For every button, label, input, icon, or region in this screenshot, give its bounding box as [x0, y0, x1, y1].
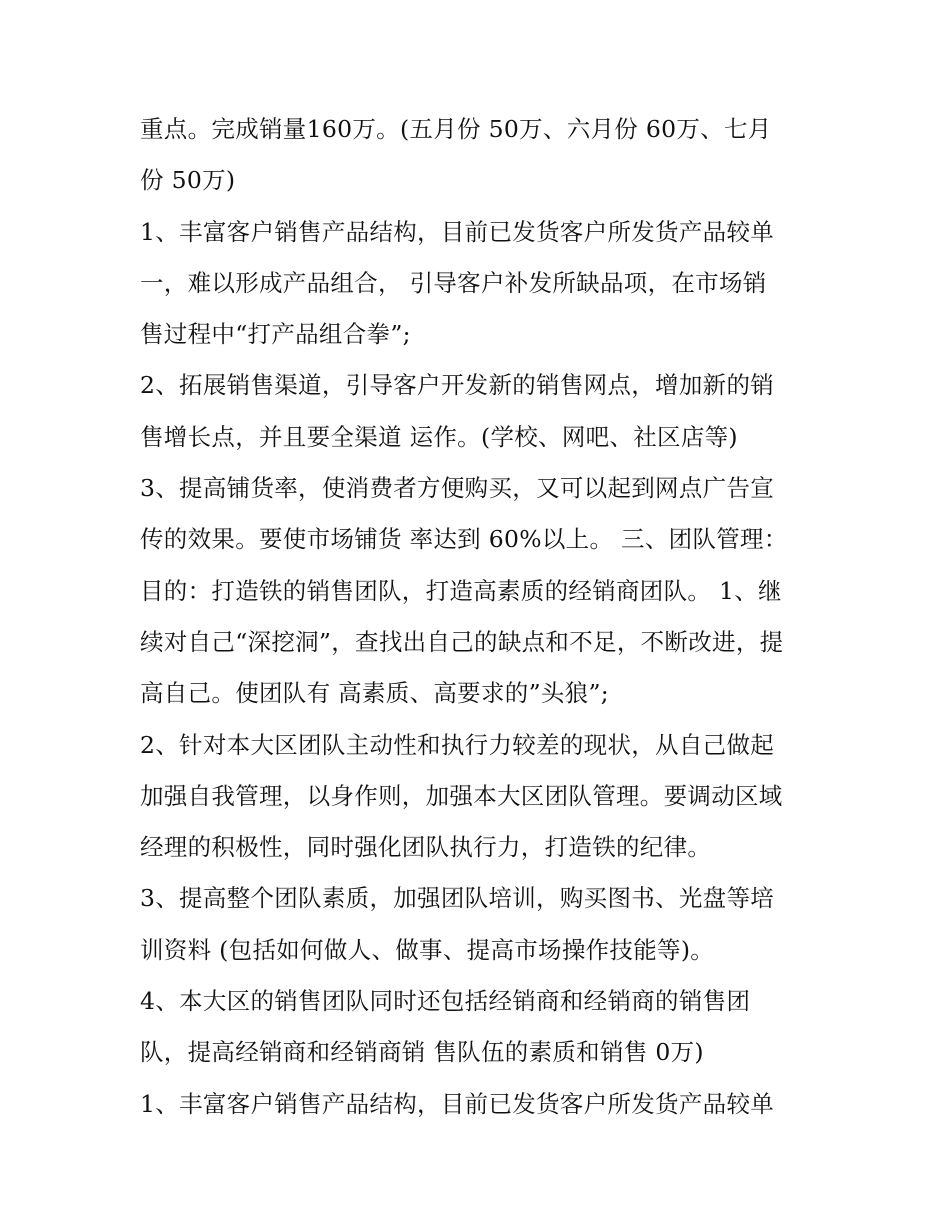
text-line: 重点。完成销量160万。(五月份 50万、六月份 60万、七月 [140, 115, 772, 143]
text-line: 一，难以形成产品组合， 引导客户补发所缺品项，在市场销 [140, 268, 767, 297]
text-line: 2、拓展销售渠道，引导客户开发新的销售网点，增加新的销 [140, 371, 775, 400]
text-line: 3、提高整个团队素质，加强团队培训，购买图书、光盘等培 [140, 884, 775, 913]
text-line: 3、提高铺货率，使消费者方便购买，又可以起到网点广告宣 [140, 474, 775, 503]
text-line: 目的：打造铁的销售团队，打造高素质的经销商团队。 1、继 [140, 576, 782, 605]
text-line: 续对自己“深挖洞”，查找出自己的缺点和不足，不断改进，提 [140, 627, 784, 656]
text-line: 售过程中“打产品组合拳”; [140, 320, 411, 349]
text-line: 1、丰富客户销售产品结构，目前已发货客户所发货产品较单 [140, 217, 775, 246]
text-line: 高自己。使团队有 高素质、高要求的”头狼”; [140, 679, 610, 708]
text-line: 传的效果。要使市场铺货 率达到 60%以上。 三、团队管理： [140, 525, 788, 554]
text-line: 份 50万) [140, 166, 236, 195]
text-line: 售增长点，并且要全渠道 运作。(学校、网吧、社区店等) [140, 422, 738, 451]
text-line: 训资料 (包括如何做人、做事、提高市场操作技能等)。 [140, 935, 715, 964]
text-line: 经理的积极性，同时强化团队执行力，打造铁的纪律。 [140, 833, 712, 862]
text-line: 4、本大区的销售团队同时还包括经销商和经销商的销售团 [140, 987, 751, 1016]
text-line: 2、针对本大区团队主动性和执行力较差的现状，从自己做起 [140, 730, 775, 759]
text-line: 加强自我管理，以身作则，加强本大区团队管理。要调动区域 [140, 781, 783, 810]
text-line: 队，提高经销商和经销商销 售队伍的素质和销售 0万) [140, 1038, 704, 1067]
text-line: 1、丰富客户销售产品结构，目前已发货客户所发货产品较单 [140, 1089, 775, 1118]
document-body [140, 104, 830, 1130]
